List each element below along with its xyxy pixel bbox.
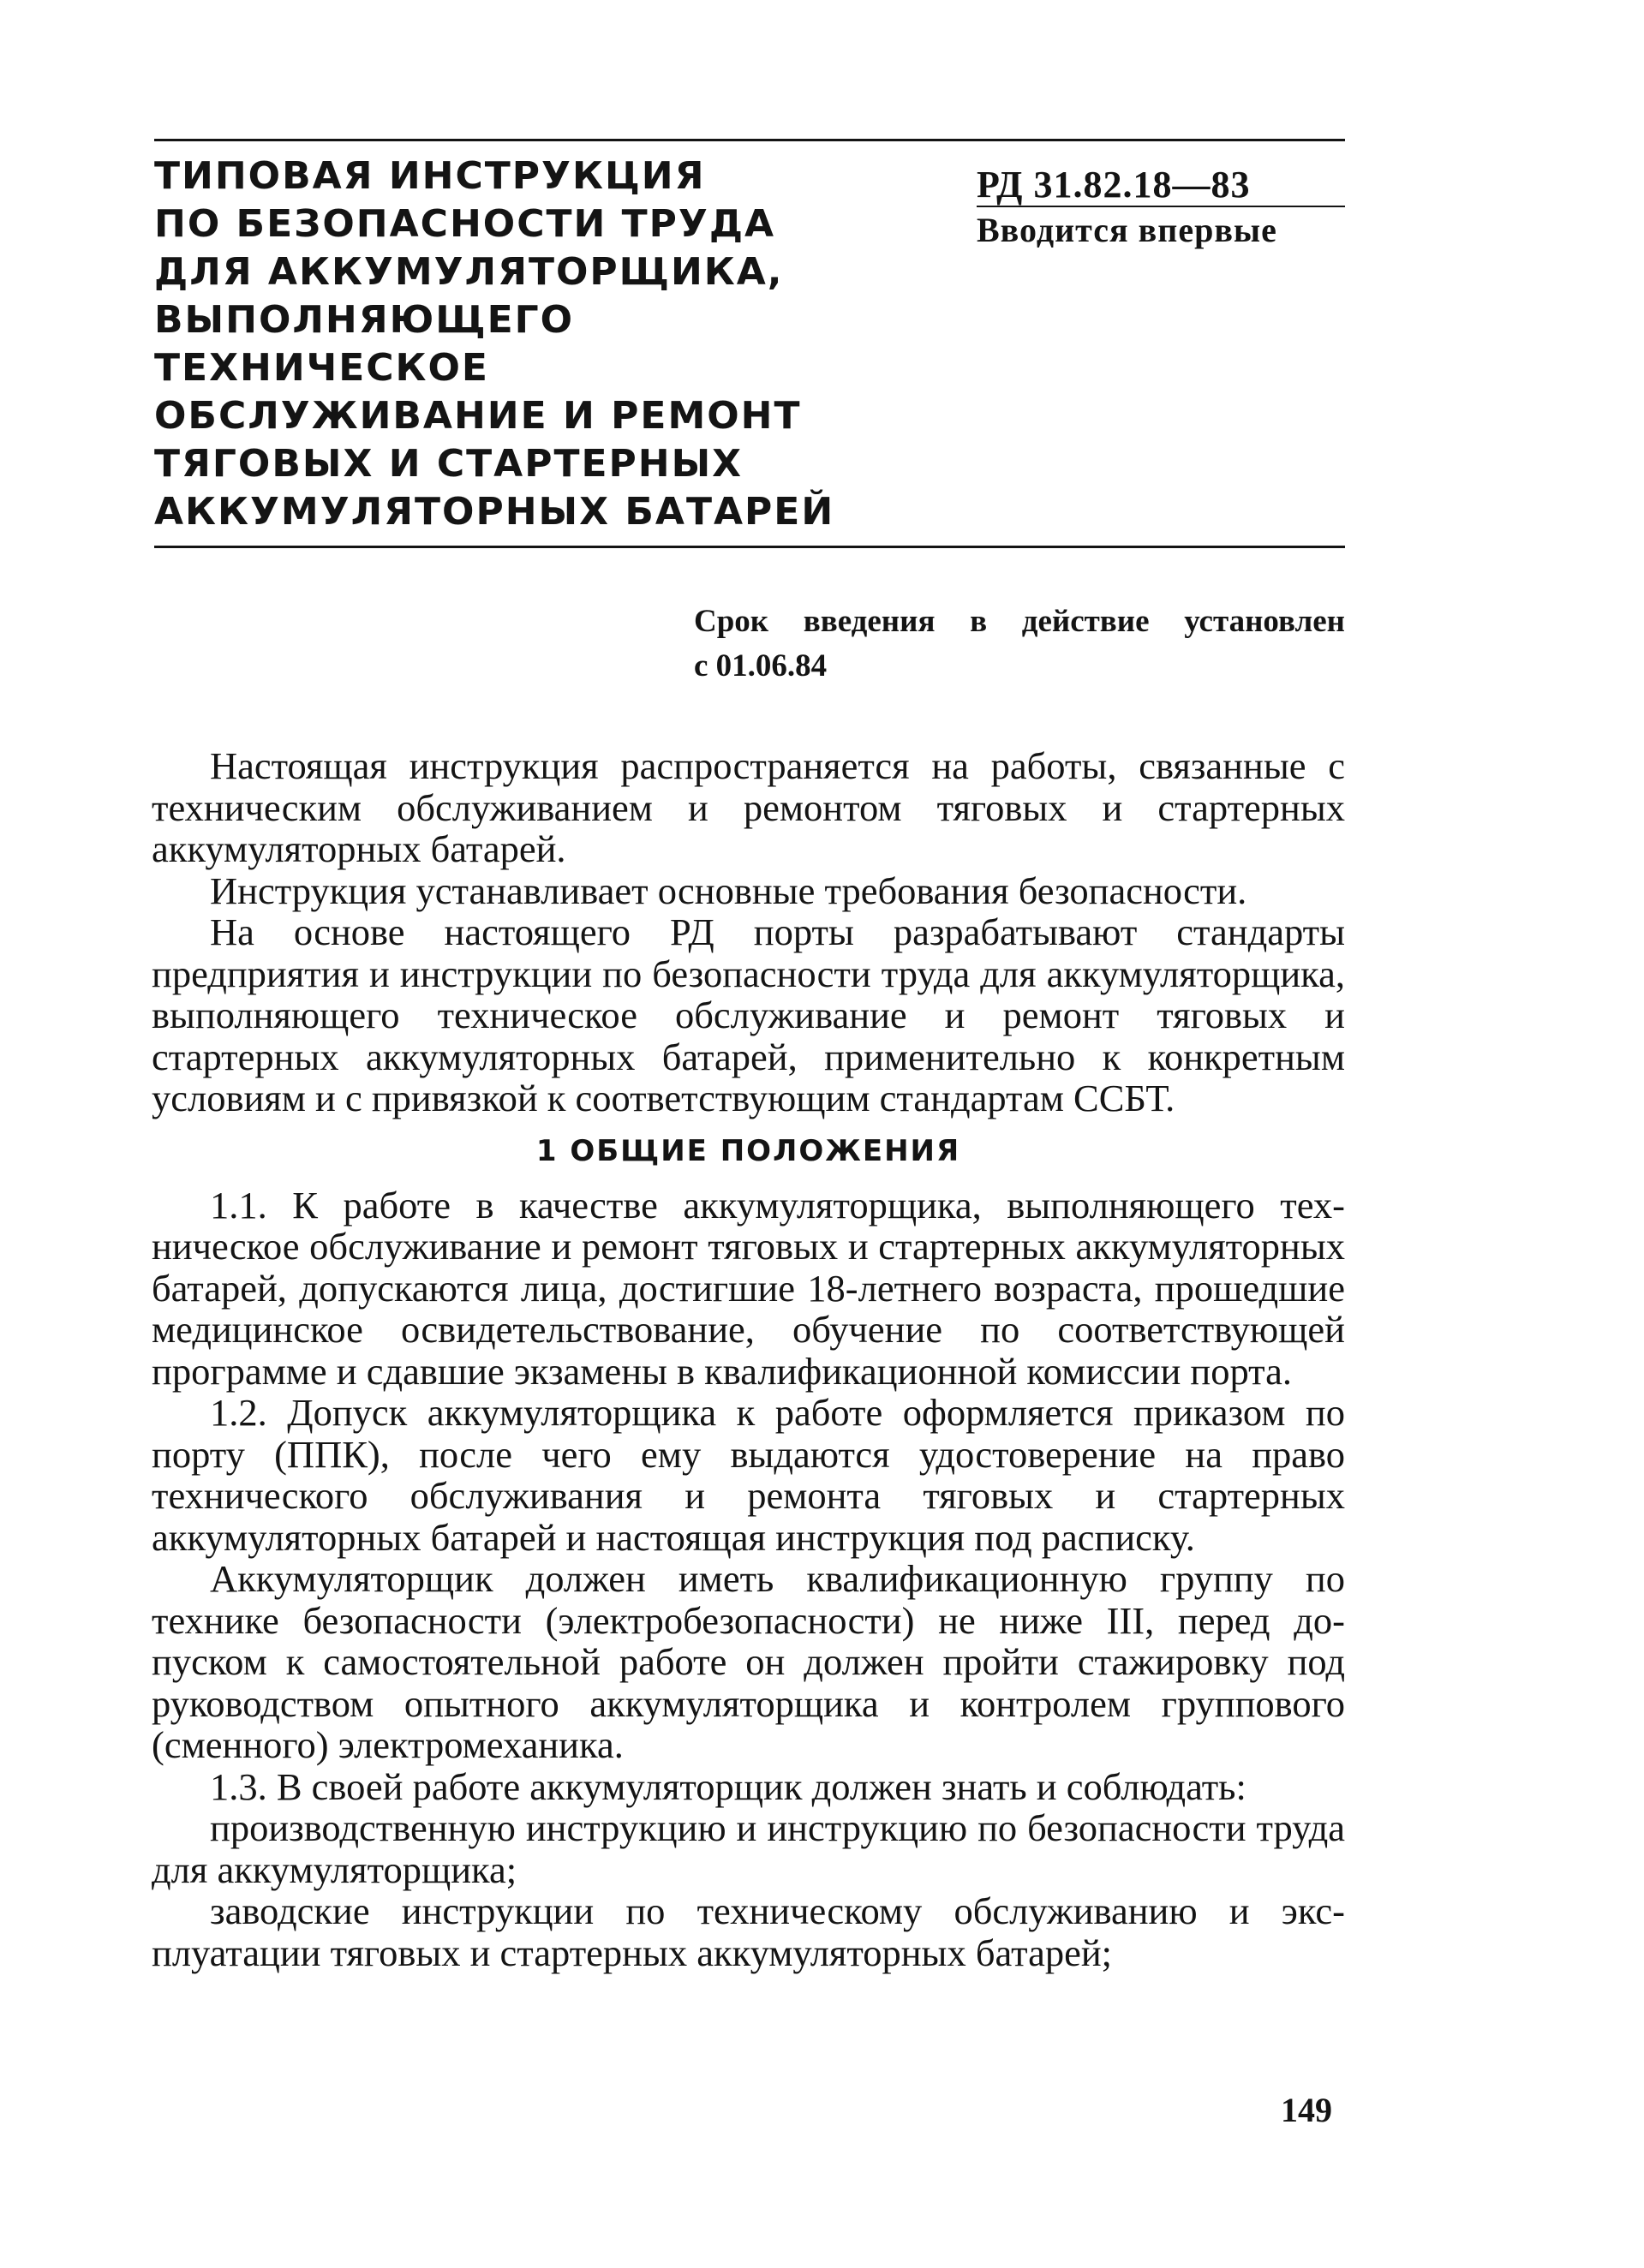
paragraph: Аккумуляторщик должен иметь квалификационную группу по технике безопасности (электробезопасности) не ниже III, перед допуском к самостоятельной работе он должен пройти стажировку под руководством опытного аккумуляторщика и контролем группового (сменного) электромеханика.: [152, 1557, 1345, 1766]
title-line: ПО БЕЗОПАСНОСТИ ТРУДА: [154, 202, 776, 246]
introduced-note: Вводится впервые: [977, 211, 1277, 249]
document-code: РД 31.82.18—83: [977, 164, 1251, 206]
title-line: ТИПОВАЯ ИНСТРУКЦИЯ: [154, 154, 706, 198]
paragraph: производственную инструкцию и инструкцию по безопасности труда для аккумуляторщика;: [152, 1806, 1345, 1891]
effective-date: [694, 600, 1345, 689]
document-body: [152, 745, 1345, 1973]
title-line: ОБСЛУЖИВАНИЕ И РЕМОНТ: [154, 394, 802, 438]
paragraph: 1.1. К работе в качестве аккумуляторщика, выполняющего техническое обслуживание и ремонт тяговых и стартерных аккумуляторных батарей, допускаются лица, достигшие 18-летнего возраста, прошедшие медицинское освидетельствование, обучение по соответствующей программе и сдавшие экзамены в квалификационной комиссии порта.: [152, 1183, 1345, 1393]
title-line: ВЫПОЛНЯЮЩЕГО: [154, 298, 575, 342]
effective-date-value: с 01.06.84: [694, 648, 828, 683]
effective-date-line: Срок введения в действие установлен: [694, 604, 1345, 639]
page-number: 149: [1281, 2091, 1332, 2129]
paragraph: Настоящая инструкция распространяется на работы, связанные с техническим обслуживанием и ремонтом тяговых и стартерных аккумуляторных батарей.: [152, 744, 1345, 870]
title-line: ДЛЯ АККУМУЛЯТОРЩИКА,: [154, 250, 784, 294]
code-underline: [977, 206, 1345, 207]
title-line: ТЕХНИЧЕСКОЕ: [154, 346, 489, 390]
title-bottom-rule: [154, 546, 1345, 548]
document-title: [154, 152, 925, 536]
title-line: АККУМУЛЯТОРНЫХ БАТАРЕЙ: [154, 490, 835, 534]
paragraph: 1.2. Допуск аккумуляторщика к работе оформляется приказом по порту (ППК), после чего ему выдаются удостоверение на право технического обслуживания и ремонта тяговых и стартерных аккумуляторных батарей и настоящая инструкция под расписку.: [152, 1391, 1345, 1559]
top-rule: [154, 139, 1345, 141]
section-heading: 1 ОБЩИЕ ПОЛОЖЕНИЯ: [535, 1133, 961, 1168]
paragraph: заводские инструкции по техническому обслуживанию и эксплуатации тяговых и стартерных аккумуляторных батарей;: [152, 1889, 1345, 1974]
paragraph: На основе настоящего РД порты разрабатывают стандарты предприятия и инструкции по безопасности труда для аккумуляторщика, выполняющего техническое обслуживание и ремонт тяговых и стартерных аккумуляторных батарей, применительно к конкретным условиям и с привязкой к соответствующим стандартам ССБТ.: [152, 910, 1345, 1119]
title-line: ТЯГОВЫХ И СТАРТЕРНЫХ: [154, 442, 744, 486]
paragraph: 1.3. В своей работе аккумуляторщик должен знать и соблюдать:: [210, 1764, 1246, 1808]
paragraph: Инструкция устанавливает основные требования безопасности.: [210, 868, 1247, 912]
